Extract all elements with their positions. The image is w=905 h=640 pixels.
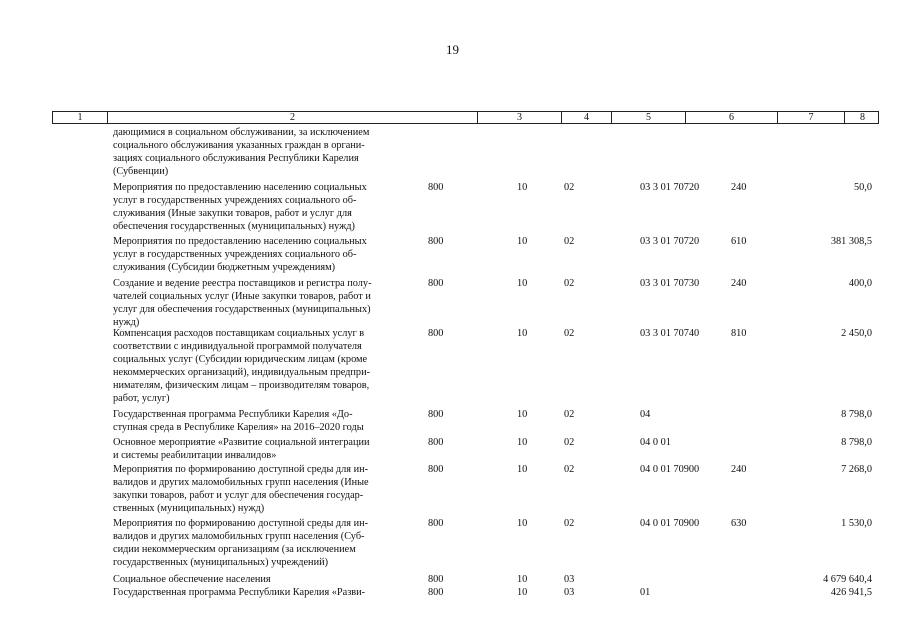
row-name-line: Мероприятия по формированию доступной среды для ин- xyxy=(113,518,369,529)
row-name-line: Мероприятия по предоставлению населению социальных xyxy=(113,182,367,193)
row-section: 10 xyxy=(517,182,528,193)
row-admin-code: 800 xyxy=(428,437,444,448)
row-amount: 2 450,0 xyxy=(841,328,872,339)
row-name-line: Мероприятия по предоставлению населению социальных xyxy=(113,236,367,247)
row-amount: 50,0 xyxy=(853,182,872,193)
row-amount: 8 798,0 xyxy=(841,437,872,448)
header-col-1: 1 xyxy=(53,112,108,123)
row-subsection: 02 xyxy=(564,236,575,247)
header-col-8: 8 xyxy=(860,112,865,123)
row-subsection: 02 xyxy=(564,437,575,448)
row-name xyxy=(113,235,413,274)
row-name-line: валидов и других маломобильных групп населения (Суб- xyxy=(113,531,365,542)
row-name-line: зациях социального обслуживания Республики Карелия xyxy=(113,153,359,164)
header-col-5: 5 xyxy=(612,112,686,123)
row-name-line: услуг в государственных учреждениях социального об- xyxy=(113,195,357,206)
row-target-article: 04 0 01 70900 xyxy=(640,464,700,475)
row-admin-code: 800 xyxy=(428,328,444,339)
header-col-7: 7 xyxy=(778,112,845,123)
row-name xyxy=(113,126,413,178)
row-name-line: нужд) xyxy=(113,317,140,328)
row-name-line: ственных (муниципальных) нужд) xyxy=(113,503,265,514)
row-amount: 7 268,0 xyxy=(841,464,872,475)
row-admin-code: 800 xyxy=(428,464,444,475)
row-section: 10 xyxy=(517,409,528,420)
row-name-line: Социальное обеспечение населения xyxy=(113,574,271,585)
row-subsection: 02 xyxy=(564,182,575,193)
row-subsection: 02 xyxy=(564,464,575,475)
row-section: 10 xyxy=(517,236,528,247)
row-target-article: 04 0 01 70900 xyxy=(640,518,700,529)
row-name-line: Государственная программа Республики Карелия «До- xyxy=(113,409,353,420)
row-name-line: служивания (Субсидии бюджетным учреждениям) xyxy=(113,262,336,273)
row-name-line: Государственная программа Республики Карелия «Разви- xyxy=(113,587,366,598)
row-subsection: 02 xyxy=(564,328,575,339)
row-subsection: 03 xyxy=(564,574,575,585)
row-name-line: дающимися в социальном обслуживании, за исключением xyxy=(113,127,370,138)
row-name-line: (Субвенции) xyxy=(113,166,169,177)
row-name-line: Мероприятия по формированию доступной среды для ин- xyxy=(113,464,369,475)
row-name-line: и системы реабилитации инвалидов» xyxy=(113,450,277,461)
table-header xyxy=(52,111,879,124)
row-admin-code: 800 xyxy=(428,409,444,420)
row-name-line: работ, услуг) xyxy=(113,393,170,404)
row-name-line: государственных (муниципальных) учреждений) xyxy=(113,557,329,568)
row-amount: 1 530,0 xyxy=(841,518,872,529)
row-name xyxy=(113,463,413,515)
row-admin-code: 800 xyxy=(428,278,444,289)
row-expense-type: 240 xyxy=(731,182,747,193)
row-name xyxy=(113,586,413,599)
row-name-line: Компенсация расходов поставщикам социальных услуг в xyxy=(113,328,365,339)
row-name-line: социальных услуг (Субсидии юридическим лицам (кроме xyxy=(113,354,368,365)
header-col-6: 6 xyxy=(686,112,778,123)
row-target-article: 04 xyxy=(640,409,651,420)
row-amount: 400,0 xyxy=(848,278,872,289)
row-target-article: 03 3 01 70720 xyxy=(640,182,700,193)
row-name xyxy=(113,573,413,586)
row-name-line: социального обслуживания указанных граждан в органи- xyxy=(113,140,365,151)
row-name-line: закупки товаров, работ и услуг для обеспечения государ- xyxy=(113,490,364,501)
row-section: 10 xyxy=(517,278,528,289)
row-name-line: обеспечения государственных (муниципальных) нужд) xyxy=(113,221,355,232)
row-expense-type: 630 xyxy=(731,518,747,529)
row-name-line: соответствии с индивидуальной программой получателя xyxy=(113,341,362,352)
row-name-line: услуг для обеспечения государственных (муниципальных) xyxy=(113,304,371,315)
row-section: 10 xyxy=(517,587,528,598)
row-section: 10 xyxy=(517,518,528,529)
row-admin-code: 800 xyxy=(428,587,444,598)
row-expense-type: 610 xyxy=(731,236,747,247)
header-col-4: 4 xyxy=(562,112,612,123)
page-number: 19 xyxy=(446,42,459,57)
row-amount: 4 679 640,4 xyxy=(823,574,872,585)
row-admin-code: 800 xyxy=(428,182,444,193)
row-section: 10 xyxy=(517,328,528,339)
row-name-line: услуг в государственных учреждениях социального об- xyxy=(113,249,357,260)
row-name xyxy=(113,277,413,329)
row-subsection: 02 xyxy=(564,518,575,529)
row-amount: 381 308,5 xyxy=(830,236,872,247)
row-admin-code: 800 xyxy=(428,236,444,247)
row-name xyxy=(113,408,413,434)
row-name-line: Создание и ведение реестра поставщиков и регистра полу- xyxy=(113,278,372,289)
row-name xyxy=(113,327,413,405)
row-target-article: 03 3 01 70720 xyxy=(640,236,700,247)
row-target-article: 01 xyxy=(640,587,651,598)
row-name-line: служивания (Иные закупки товаров, работ и услуг для xyxy=(113,208,352,219)
row-target-article: 04 0 01 xyxy=(640,437,671,448)
row-admin-code: 800 xyxy=(428,574,444,585)
row-target-article: 03 3 01 70730 xyxy=(640,278,700,289)
row-expense-type: 810 xyxy=(731,328,747,339)
row-amount: 8 798,0 xyxy=(841,409,872,420)
header-col-3: 3 xyxy=(478,112,562,123)
row-name xyxy=(113,517,413,569)
row-section: 10 xyxy=(517,464,528,475)
header-col-2: 2 xyxy=(108,112,478,123)
row-name-line: чателей социальных услуг (Иные закупки товаров, работ и xyxy=(113,291,371,302)
row-expense-type: 240 xyxy=(731,464,747,475)
row-subsection: 02 xyxy=(564,278,575,289)
row-section: 10 xyxy=(517,437,528,448)
row-name-line: Основное мероприятие «Развитие социальной интеграции xyxy=(113,437,370,448)
row-name xyxy=(113,436,413,462)
row-amount: 426 941,5 xyxy=(830,587,872,598)
row-expense-type: 240 xyxy=(731,278,747,289)
row-target-article: 03 3 01 70740 xyxy=(640,328,700,339)
row-name-line: сидии некоммерческим организациям (за исключением xyxy=(113,544,356,555)
row-name-line: ступная среда в Республике Карелия» на 2016–2020 годы xyxy=(113,422,364,433)
row-subsection: 03 xyxy=(564,587,575,598)
row-section: 10 xyxy=(517,574,528,585)
row-name-line: валидов и других маломобильных групп населения (Иные xyxy=(113,477,369,488)
row-name-line: нимателям, физическим лицам – производителям товаров, xyxy=(113,380,370,391)
row-name-line: некоммерческих организаций), индивидуальным предпри- xyxy=(113,367,371,378)
row-name xyxy=(113,181,413,233)
row-subsection: 02 xyxy=(564,409,575,420)
row-admin-code: 800 xyxy=(428,518,444,529)
